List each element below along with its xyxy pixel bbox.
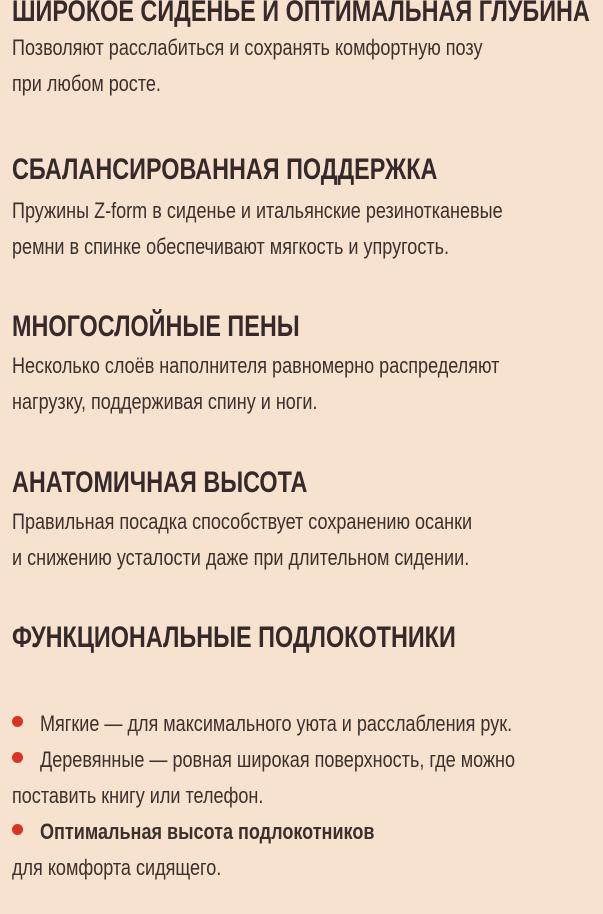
- text-line: Правильная посадка способствует сохранению осанки: [12, 509, 473, 534]
- text-line: ремни в спинке обеспечивают мягкость и упругость.: [12, 234, 450, 259]
- section-wide-seat: [12, 0, 603, 102]
- bullet-text: Мягкие — для максимального уюта и расслабления рук.: [40, 711, 513, 736]
- bullet-text: Деревянные — ровная широкая поверхность, где можно: [40, 747, 516, 772]
- heading-armrests: ФУНКЦИОНАЛЬНЫЕ ПОДЛОКОТНИКИ: [12, 621, 456, 654]
- text-line: Пружины Z-form в сиденье и итальянские резинотканевые: [12, 198, 503, 223]
- bullet-list: [12, 706, 603, 886]
- heading-wide-seat: ШИРОКОЕ СИДЕНЬЕ И ОПТИМАЛЬНАЯ ГЛУБИНА: [12, 0, 590, 28]
- bullet-dot-icon: [12, 824, 23, 835]
- text-line: и снижению усталости даже при длительном сидении.: [12, 545, 470, 570]
- heading-multilayer-foam: МНОГОСЛОЙНЫЕ ПЕНЫ: [12, 310, 300, 343]
- list-item: [12, 742, 603, 778]
- bullet-continuation: для комфорта сидящего.: [12, 855, 222, 880]
- section-anatomic-height: [12, 466, 603, 576]
- text-line: Позволяют расслабиться и сохранять комфортную позу: [12, 35, 483, 60]
- section-multilayer-foam: [12, 310, 603, 420]
- section-balanced-support: [12, 153, 603, 265]
- text-line: при любом росте.: [12, 71, 161, 96]
- bullet-dot-icon: [12, 752, 23, 763]
- list-item: [12, 814, 603, 850]
- text-line: нагрузку, поддерживая спину и ноги.: [12, 389, 318, 414]
- text-line: Несколько слоёв наполнителя равномерно распределяют: [12, 353, 500, 378]
- heading-anatomic-height: АНАТОМИЧНАЯ ВЫСОТА: [12, 466, 308, 499]
- bullet-text: Оптимальная высота подлокотников: [40, 819, 375, 844]
- bullet-continuation: поставить книгу или телефон.: [12, 783, 264, 808]
- list-item: [12, 706, 603, 742]
- bullet-dot-icon: [12, 716, 23, 727]
- heading-balanced-support: СБАЛАНСИРОВАННАЯ ПОДДЕРЖКА: [12, 153, 438, 186]
- section-armrests: [12, 621, 603, 886]
